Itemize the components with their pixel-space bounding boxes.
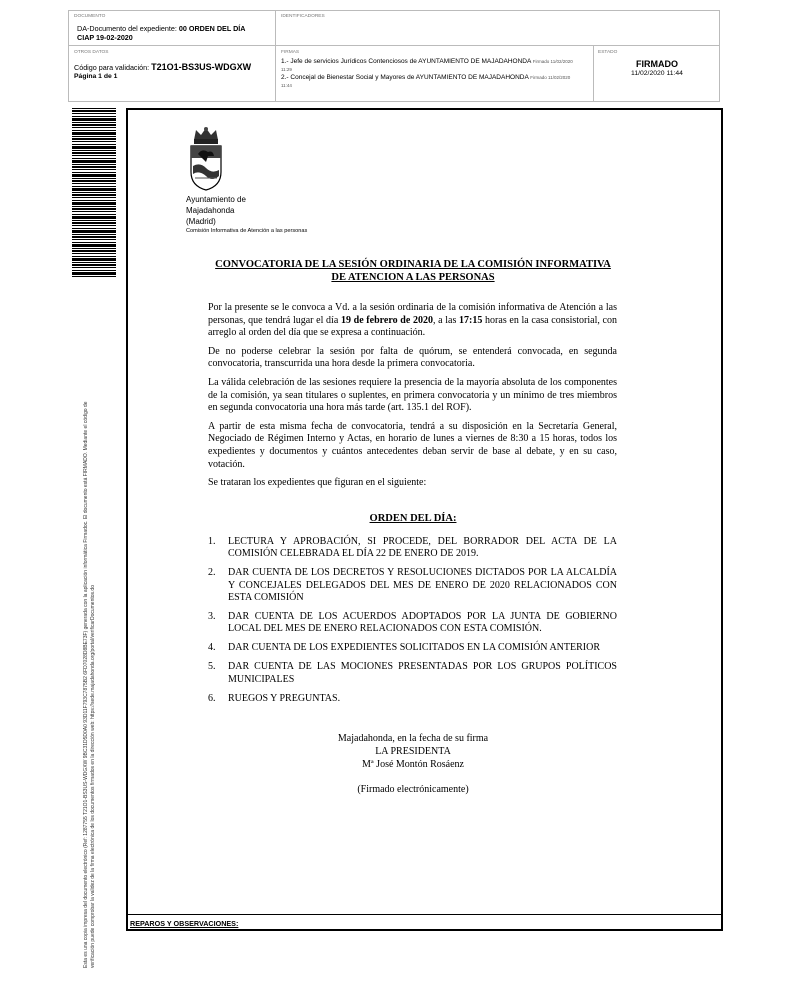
agenda-item: 2. DAR CUENTA DE LOS DECRETOS Y RESOLUCIONES DICTADOS POR LA ALCALDÍA Y CONCEJALES DELEGADOS DEL MES DE ENERO DE 2020 RELACIONADOS CON ESTA COMISIÓN [208, 567, 617, 604]
agenda-item: 5. DAR CUENTA DE LAS MOCIONES PRESENTADAS POR LOS GRUPOS POLÍTICOS MUNICIPALES [208, 661, 617, 685]
identificadores-label: IDENTIFICADORES [281, 14, 325, 19]
coat-of-arms-icon [186, 126, 226, 192]
firmas-label: FIRMAS [281, 50, 300, 55]
estado-date: 11/02/2020 11:44 [631, 70, 683, 77]
letterhead-line1: Ayuntamiento de [186, 195, 246, 204]
agenda-item: 3. DAR CUENTA DE LOS ACUERDOS ADOPTADOS POR LA JUNTA DE GOBIERNO LOCAL DEL MES DE ENERO RELACIONADOS CON ESTA COMISIÓN. [208, 611, 617, 635]
letterhead [186, 194, 307, 235]
side-verification-text-2: verificación puede comprobar la validez de la firma electrónica de los documentos firmados en la dirección web: https://sede.majadahonda.org/portal/verificarDocumentos.do [90, 585, 96, 968]
orden-del-dia-title: ORDEN DEL DÍA: [369, 513, 457, 524]
agenda-item: 4. DAR CUENTA DE LOS EXPEDIENTES SOLICITADOS EN LA COMISIÓN ANTERIOR [208, 642, 601, 654]
paragraph-disposicion: A partir de esta misma fecha de convocatoria, tendrá a su disposición en la Secretaría General, Negociado de Régimen Interno y Actas, en horario de lunes a viernes de 8:30 a 15 horas, todos los expedientes y documentos y cuántos antecedentes deban servir de base al debate, y en su caso, votación. [208, 420, 617, 470]
firma-2: 2.- Concejal de Bienestar Social y Mayores de AYUNTAMIENTO DE MAJADAHONDA Firmado 11/02/2020 11:44 [281, 74, 571, 88]
letterhead-line3: (Madrid) [186, 217, 216, 226]
closing-signature [300, 732, 526, 796]
header-box [68, 10, 720, 102]
letterhead-line4: Comisión Informativa de Atención a las personas [186, 228, 308, 234]
agenda-item: 1. LECTURA Y APROBACIÓN, SI PROCEDE, DEL BORRADOR DEL ACTA DE LA COMISIÓN CELEBRADA EL DÍA 22 DE ENERO DE 2019. [208, 536, 617, 560]
otros-datos-label: OTROS DATOS [74, 50, 109, 55]
estado-label: ESTADO [598, 50, 618, 55]
closing-place-date: Majadahonda, en la fecha de su firma [337, 733, 489, 744]
paragraph-expedientes: Se trataran los expedientes que figuran en el siguiente: [208, 477, 427, 489]
codigo-value[interactable]: T21O1-BS3US-WDGXW [151, 62, 252, 72]
paragraph-validez: La válida celebración de las sesiones requiere la presencia de la mayoría absoluta de los componentes de la comisión, ya sean titulares o suplentes, en primera convocatoria y un mínimo de tres miembros en segunda convocatoria una hora más tarde (art. 135.1 del ROF). [208, 376, 617, 414]
document-title: CONVOCATORIA DE LA SESIÓN ORDINARIA DE LA COMISIÓN INFORMATIVA DE ATENCION A LAS PERSONAS [215, 259, 611, 283]
closing-name: Mª José Montón Rosáenz [362, 759, 464, 770]
estado-value: FIRMADO [636, 59, 678, 69]
barcode [72, 108, 116, 278]
paragraph-quorum: De no poderse celebrar la sesión por falta de quórum, se entenderá convocada, en segunda convocatoria, transcurrida una hora desde la primera convocatoria. [208, 345, 617, 370]
body-text [208, 302, 617, 496]
observaciones-label: REPAROS Y OBSERVACIONES: [130, 919, 239, 928]
pagina: Página 1 de 1 [74, 73, 118, 80]
observaciones-box [126, 914, 723, 931]
documento-label: DOCUMENTO [74, 14, 106, 19]
firma-1: 1.- Jefe de servicios Jurídicos Contenciosos de AYUNTAMIENTO DE MAJADAHONDA Firmado 11/02/2020 11:29 [281, 58, 573, 72]
side-verification-text-1: Esta es una copia impresa del documento electrónico (Ref: 1287755 T21O1-BS3US-WDGXW 9BC31D5D0A0 93D11F793C7875B2 6FD7028D8BE73F) generada con la aplicación informática Firmadoc. El documento está FIRMADO. Mediante el código de [83, 401, 89, 968]
agenda-item: 6. RUEGOS Y PREGUNTAS. [208, 692, 341, 704]
agenda-list [208, 536, 617, 711]
documento-value: DA-Documento del expediente: 00 ORDEN DEL DÍA [77, 24, 246, 33]
documento-line2: CIAP 19-02-2020 [77, 33, 133, 42]
closing-signed-note: (Firmado electrónicamente) [357, 784, 469, 795]
paragraph-convocatoria: Por la presente se le convoca a Vd. a la sesión ordinaria de la comisión informativa de Atención a las personas, que tendrá lugar el día 19 de febrero de 2020, a las 17:15 horas en la casa consistorial, con arreglo al orden del día que se expresa a continuación. [208, 302, 617, 339]
closing-role: LA PRESIDENTA [375, 746, 451, 757]
letterhead-line2: Majadahonda [186, 206, 235, 215]
codigo-validacion: Código para validación: T21O1-BS3US-WDGXW [74, 62, 252, 72]
